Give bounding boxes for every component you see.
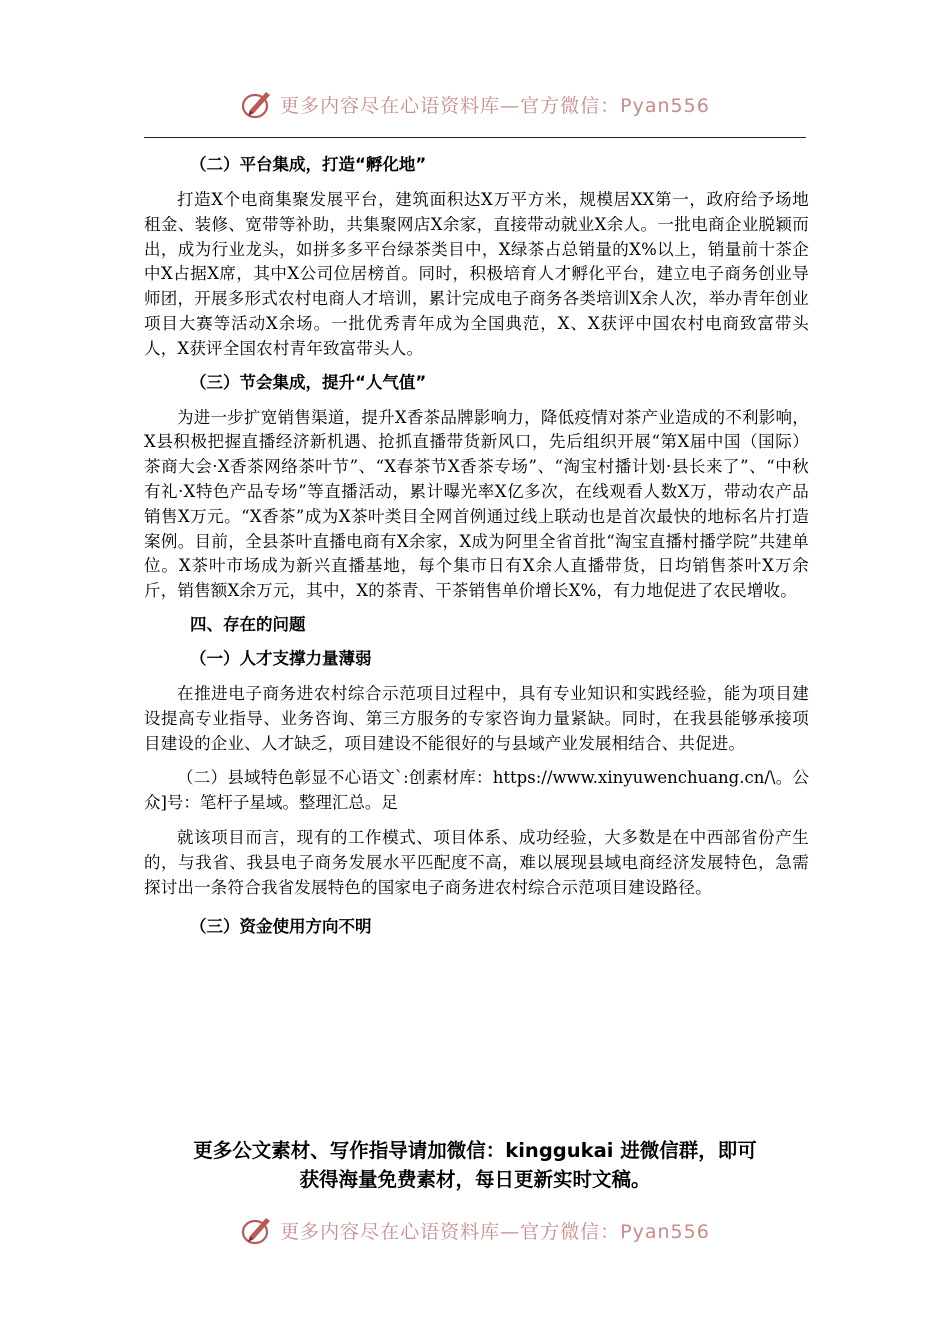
section-heading-funds: （三）资金使用方向不明 [190, 917, 372, 937]
header-banner-text: 更多内容尽在心语资料库—官方微信：Pyan556 [280, 94, 710, 117]
footer-banner-text: 更多内容尽在心语资料库—官方微信：Pyan556 [280, 1220, 710, 1243]
section-heading-festival: （三）节会集成，提升“人气值” [190, 372, 427, 392]
footer-wechat-id: Pyan556 [620, 1220, 710, 1243]
pen-logo-icon [240, 86, 276, 122]
header-wechat-id: Pyan556 [620, 94, 710, 117]
paragraph-project-model: 就该项目而言，现有的工作模式、项目体系、成功经验，大多数是在中西部省份产生的，与我省、我县电子商务发展水平匹配度不高，难以展现县域电商经济发展特色，急需探讨出一条符合我省发展特色的国家电子商务进农村综合示范项目建设路径。 [144, 827, 809, 897]
document-body [144, 150, 809, 940]
paragraph-county-features: （二）县域特色彰显不心语文`:创素材库：https://www.xinyuwenchuang.cn/\。公众]号：笔杆子星域。整理汇总。足 [144, 768, 809, 813]
section-heading-talent: （一）人才支撑力量薄弱 [190, 648, 372, 668]
section-heading-platform: （二）平台集成，打造“孵化地” [190, 155, 427, 174]
footer-promo-note [0, 1136, 950, 1194]
header-divider [144, 137, 806, 138]
footer-promo-line-1: 更多公文素材、写作指导请加微信：kinggukai 进微信群，即可 [193, 1139, 757, 1162]
paragraph-talent: 在推进电子商务进农村综合示范项目过程中，具有专业知识和实践经验，能为项目建设提高专业指导、业务咨询、第三方服务的专家咨询力量紧缺。同时，在我县能够承接项目建设的企业、人才缺乏，项目建设不能很好的与县域产业发展相结合、共促进。 [144, 683, 809, 753]
footer-promo-line-2: 获得海量免费素材，每日更新实时文稿。 [299, 1168, 651, 1191]
paragraph-festival: 为进一步扩宽销售渠道，提升X香茶品牌影响力，降低疫情对茶产业造成的不利影响，X县积极把握直播经济新机遇、抢抓直播带货新风口，先后组织开展“第X届中国（国际）茶商大会·X香茶网络茶叶节”、“X春茶节X香茶专场”、“淘宝村播计划·县长来了”、“中秋有礼·X特色产品专场”等直播活动，累计曝光率X亿多次，在线观看人数X万，带动农产品销售X万元。“X香茶”成为X茶叶类目全网首例通过线上联动也是首次最快的地标名片打造案例。目前，全县茶叶直播电商有X余家，X成为阿里全省首批“淘宝直播村播学院”共建单位。X茶叶市场成为新兴直播基地，每个集市日有X余人直播带货，日均销售茶叶X万余斤，销售额X余万元，其中，X的茶青、干茶销售单价增长X%，有力地促进了农民增收。 [144, 407, 809, 601]
section-heading-problems: 四、存在的问题 [190, 614, 306, 634]
pen-logo-icon [240, 1212, 276, 1248]
header-watermark-banner [0, 84, 950, 124]
footer-watermark-banner [0, 1210, 950, 1250]
paragraph-platform: 打造X个电商集聚发展平台，建筑面积达X万平方米，规模居XX第一，政府给予场地租金、装修、宽带等补助，共集聚网店X余家，直接带动就业X余人。一批电商企业脱颖而出，成为行业龙头，如拼多多平台绿茶类目中，X绿茶占总销量的X%以上，销量前十茶企中X占据X席，其中X公司位居榜首。同时，积极培育人才孵化平台，建立电子商务创业导师团，开展多形式农村电商人才培训，累计完成电子商务各类培训X余人次，举办青年创业项目大赛等活动X余场。一批优秀青年成为全国典范，X、X获评中国农村电商致富带头人，X获评全国农村青年致富带头人。 [144, 190, 809, 358]
